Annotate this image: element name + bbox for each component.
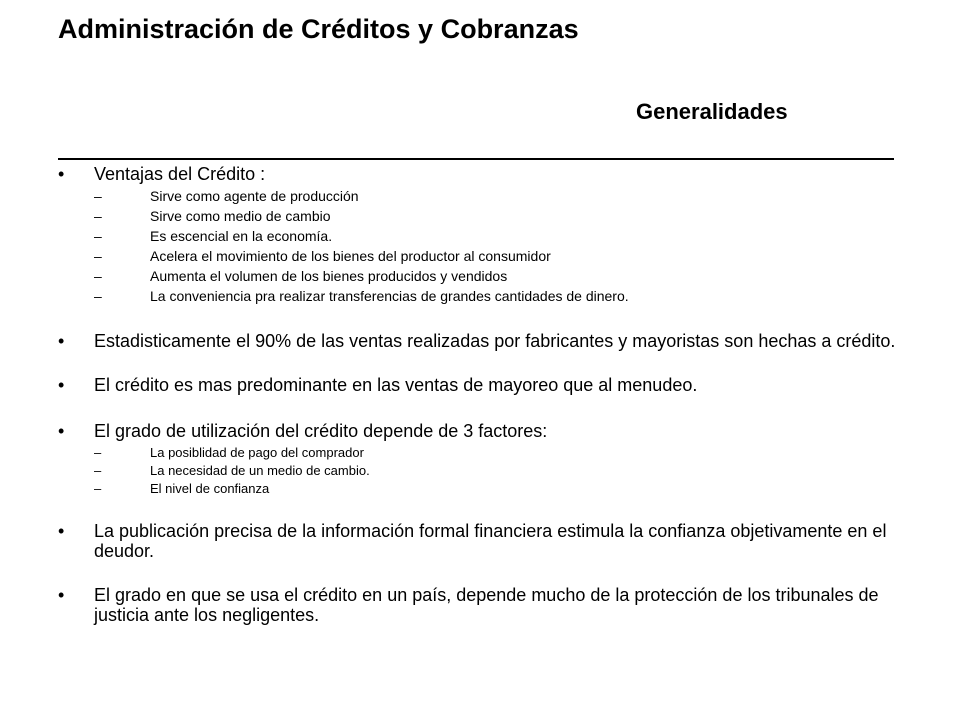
- bullet-marker: •: [58, 421, 65, 441]
- bullet-item: [58, 164, 918, 305]
- sub-bullet-item: [94, 463, 918, 479]
- sub-bullet-text: Aumenta el volumen de los bienes producidos y vendidos: [150, 268, 508, 284]
- bullet-text: El grado de utilización del crédito depende de 3 factores:: [94, 421, 548, 441]
- sub-bullet-text: La conveniencia pra realizar transferencias de grandes cantidades de dinero.: [150, 288, 629, 304]
- dash-marker: –: [94, 288, 102, 304]
- bullet-item: [58, 331, 918, 351]
- bullet-item: [58, 521, 918, 561]
- sub-bullet-text: Sirve como medio de cambio: [150, 208, 331, 224]
- sub-bullet-text: Es escencial en la economía.: [150, 228, 333, 244]
- sub-bullet-item: [94, 228, 918, 245]
- bullet-text: El crédito es mas predominante en las ventas de mayoreo que al menudeo.: [94, 375, 698, 395]
- sub-bullet-item: [94, 288, 918, 305]
- bullet-marker: •: [58, 585, 65, 605]
- dash-marker: –: [94, 481, 102, 496]
- bullet-item: [58, 375, 918, 395]
- title-divider: [58, 158, 894, 160]
- dash-marker: –: [94, 228, 102, 244]
- sub-bullet-item: [94, 208, 918, 225]
- dash-marker: –: [94, 208, 102, 224]
- sub-bullet-item: [94, 268, 918, 285]
- sub-bullet-item: [94, 248, 918, 265]
- bullet-text: El grado en que se usa el crédito en un país, depende mucho de la protección de los tribunales de justicia ante los negligentes.: [94, 585, 879, 625]
- slide-title: Administración de Créditos y Cobranzas: [58, 14, 579, 44]
- bullet-text: Ventajas del Crédito :: [94, 164, 266, 184]
- bullet-marker: •: [58, 521, 65, 541]
- bullet-marker: •: [58, 331, 65, 351]
- bullet-text: La publicación precisa de la información formal financiera estimula la confianza objetivamente en el deudor.: [94, 521, 887, 561]
- sub-bullet-text: El nivel de confianza: [150, 481, 270, 496]
- sub-bullet-text: La necesidad de un medio de cambio.: [150, 463, 370, 478]
- bullet-item: [58, 421, 918, 497]
- bullet-text: Estadisticamente el 90% de las ventas realizadas por fabricantes y mayoristas son hechas a crédito.: [94, 331, 896, 351]
- dash-marker: –: [94, 463, 102, 478]
- dash-marker: –: [94, 268, 102, 284]
- sub-bullet-list: [94, 188, 918, 305]
- bullet-item: [58, 585, 918, 625]
- sub-bullet-text: La posiblidad de pago del comprador: [150, 445, 364, 460]
- dash-marker: –: [94, 248, 102, 264]
- dash-marker: –: [94, 188, 102, 204]
- sub-bullet-text: Acelera el movimiento de los bienes del productor al consumidor: [150, 248, 551, 264]
- sub-bullet-item: [94, 481, 918, 497]
- bullet-marker: •: [58, 164, 65, 184]
- bullet-marker: •: [58, 375, 65, 395]
- sub-bullet-item: [94, 188, 918, 205]
- sub-bullet-item: [94, 445, 918, 461]
- bullet-list: [58, 164, 918, 625]
- dash-marker: –: [94, 445, 102, 460]
- slide-subtitle: Generalidades: [636, 99, 788, 124]
- sub-bullet-list: [94, 445, 918, 497]
- sub-bullet-text: Sirve como agente de producción: [150, 188, 359, 204]
